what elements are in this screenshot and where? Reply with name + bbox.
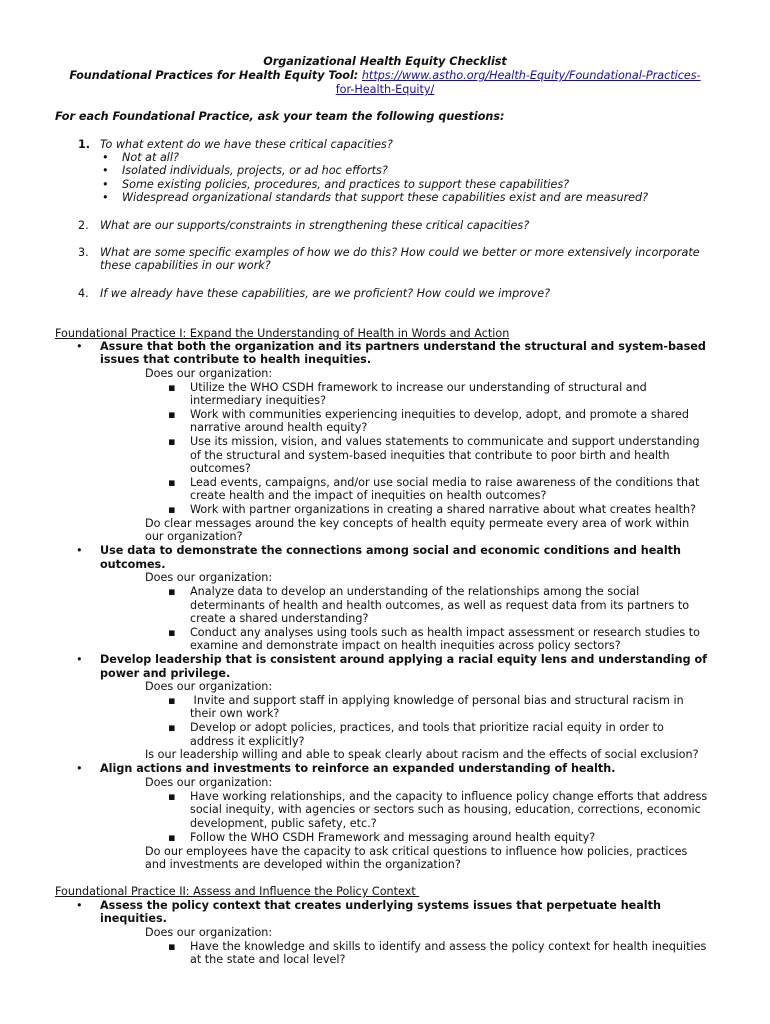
tool-link[interactable]: https://www.astho.org/Health-Equity/Foundational-Practices- xyxy=(361,69,701,82)
question-text-continued: these capabilities in our work? xyxy=(100,259,271,272)
level1-bullet: • xyxy=(76,899,83,912)
sub-question: Develop or adopt policies, practices, and tools that prioritize racial equity in order to xyxy=(190,721,664,734)
practice-item-title-continued: issues that contribute to health inequities. xyxy=(100,353,372,366)
tool-link-continued[interactable]: for-Health-Equity/ xyxy=(335,83,435,96)
org-question-continued: our organization? xyxy=(145,530,243,543)
question-text: To what extent do we have these critical capacities? xyxy=(100,138,393,151)
practice-2-heading: Foundational Practice II: Assess and Influence the Policy Context xyxy=(55,885,420,898)
option-bullet: • xyxy=(102,178,109,191)
sub-question-continued: their own work? xyxy=(190,707,280,720)
sub-question-continued: intermediary inequities? xyxy=(190,394,327,407)
org-question-continued: and investments are developed within the organization? xyxy=(145,858,461,871)
option-text: Isolated individuals, projects, or ad hoc efforts? xyxy=(122,164,388,177)
org-question-label: Does our organization: xyxy=(145,367,273,380)
level3-bullet: ▪ xyxy=(168,381,176,394)
question-text: What are some specific examples of how we do this? How could we better or more extensively incorporate xyxy=(100,246,700,259)
sub-question: Work with partner organizations in creating a shared narrative about what creates health? xyxy=(190,503,696,516)
tool-line xyxy=(0,69,770,83)
question-text: If we already have these capabilities, are we proficient? How could we improve? xyxy=(100,287,551,300)
level1-bullet: • xyxy=(76,762,83,775)
sub-question-continued: determinants of health and health outcomes, as well as request data from its partners to xyxy=(190,599,690,612)
level3-bullet: ▪ xyxy=(168,408,176,421)
option-bullet: • xyxy=(102,151,109,164)
sub-question-continued: social inequity, with agencies or sectors such as housing, education, corrections, economic xyxy=(190,803,701,816)
sub-question: Work with communities experiencing inequities to develop, adopt, and promote a shared xyxy=(190,408,689,421)
level1-bullet: • xyxy=(76,340,83,353)
sub-question-continued: address it explicitly? xyxy=(190,735,305,748)
sub-question-continued: narrative around health equity? xyxy=(190,421,368,434)
option-text: Some existing policies, procedures, and practices to support these capabilities? xyxy=(122,178,570,191)
level3-bullet: ▪ xyxy=(168,435,176,448)
sub-question: Conduct any analyses using tools such as health impact assessment or research studies to xyxy=(190,626,700,639)
sub-question: Lead events, campaigns, and/or use social media to raise awareness of the conditions that xyxy=(190,476,700,489)
sub-question-continued: examine and demonstrate impact on health inequities across policy sectors? xyxy=(190,639,621,652)
option-text: Not at all? xyxy=(122,151,179,164)
level3-bullet: ▪ xyxy=(168,790,176,803)
sub-question: Invite and support staff in applying knowledge of personal bias and structural racism in xyxy=(190,694,684,707)
sub-question: Analyze data to develop an understanding of the relationships among the social xyxy=(190,585,640,598)
question-text: What are our supports/constraints in strengthening these critical capacities? xyxy=(100,219,530,232)
question-number: 2. xyxy=(78,219,89,232)
sub-question-continued: outcomes? xyxy=(190,462,251,475)
practice-item-title: Develop leadership that is consistent around applying a racial equity lens and understanding of xyxy=(100,653,708,666)
practice-item-title-continued: power and privilege. xyxy=(100,667,231,680)
practice-item-title-continued: outcomes. xyxy=(100,558,166,571)
sub-question-continued: create health and the impact of inequities on health outcomes? xyxy=(190,489,547,502)
level3-bullet: ▪ xyxy=(168,694,176,707)
sub-question-continued: at the state and local level? xyxy=(190,953,346,966)
level3-bullet: ▪ xyxy=(168,585,176,598)
sub-question: Follow the WHO CSDH Framework and messaging around health equity? xyxy=(190,831,596,844)
practice-1-heading: Foundational Practice I: Expand the Understanding of Health in Words and Action xyxy=(55,327,510,340)
sub-question: Have the knowledge and skills to identify and assess the policy context for health inequities xyxy=(190,940,707,953)
level3-bullet: ▪ xyxy=(168,831,176,844)
practice-item-title: Assure that both the organization and its partners understand the structural and system-based xyxy=(100,340,706,353)
practice-item-title: Use data to demonstrate the connections among social and economic conditions and health xyxy=(100,544,681,557)
tool-link-continued-line xyxy=(0,83,770,97)
practice-item-title: Assess the policy context that creates underlying systems issues that perpetuate health xyxy=(100,899,661,912)
level3-bullet: ▪ xyxy=(168,503,176,516)
sub-question: Use its mission, vision, and values statements to communicate and support understanding xyxy=(190,435,700,448)
sub-question-continued: of the structural and system-based inequities that contribute to poor birth and health xyxy=(190,449,670,462)
sub-question: Utilize the WHO CSDH framework to increase our understanding of structural and xyxy=(190,381,647,394)
page-title: Organizational Health Equity Checklist xyxy=(263,55,507,68)
option-text: Widespread organizational standards that support these capabilities exist and are measured? xyxy=(122,191,649,204)
org-question-label: Does our organization: xyxy=(145,680,273,693)
tool-label: Foundational Practices for Health Equity Tool: xyxy=(69,69,359,82)
org-question: Do clear messages around the key concepts of health equity permeate every area of work within xyxy=(145,517,690,530)
sub-question-continued: create a shared understanding? xyxy=(190,612,369,625)
level3-bullet: ▪ xyxy=(168,476,176,489)
level1-bullet: • xyxy=(76,544,83,557)
level3-bullet: ▪ xyxy=(168,626,176,639)
sub-question: Have working relationships, and the capacity to influence policy change efforts that address xyxy=(190,790,708,803)
level3-bullet: ▪ xyxy=(168,940,176,953)
practice-item-title: Align actions and investments to reinforce an expanded understanding of health. xyxy=(100,762,616,775)
level3-bullet: ▪ xyxy=(168,721,176,734)
level1-bullet: • xyxy=(76,653,83,666)
practice-item-title-continued: inequities. xyxy=(100,912,167,925)
option-bullet: • xyxy=(102,164,109,177)
question-number: 1. xyxy=(78,138,91,151)
org-question: Is our leadership willing and able to speak clearly about racism and the effects of social exclusion? xyxy=(145,748,699,761)
option-bullet: • xyxy=(102,191,109,204)
org-question-label: Does our organization: xyxy=(145,776,273,789)
org-question-label: Does our organization: xyxy=(145,926,273,939)
question-number: 4. xyxy=(78,287,89,300)
sub-question-continued: development, public safety, etc.? xyxy=(190,817,377,830)
intro-instruction: For each Foundational Practice, ask your team the following questions: xyxy=(55,110,505,123)
org-question: Do our employees have the capacity to ask critical questions to influence how policies, practices xyxy=(145,845,688,858)
org-question-label: Does our organization: xyxy=(145,571,273,584)
question-number: 3. xyxy=(78,246,89,259)
